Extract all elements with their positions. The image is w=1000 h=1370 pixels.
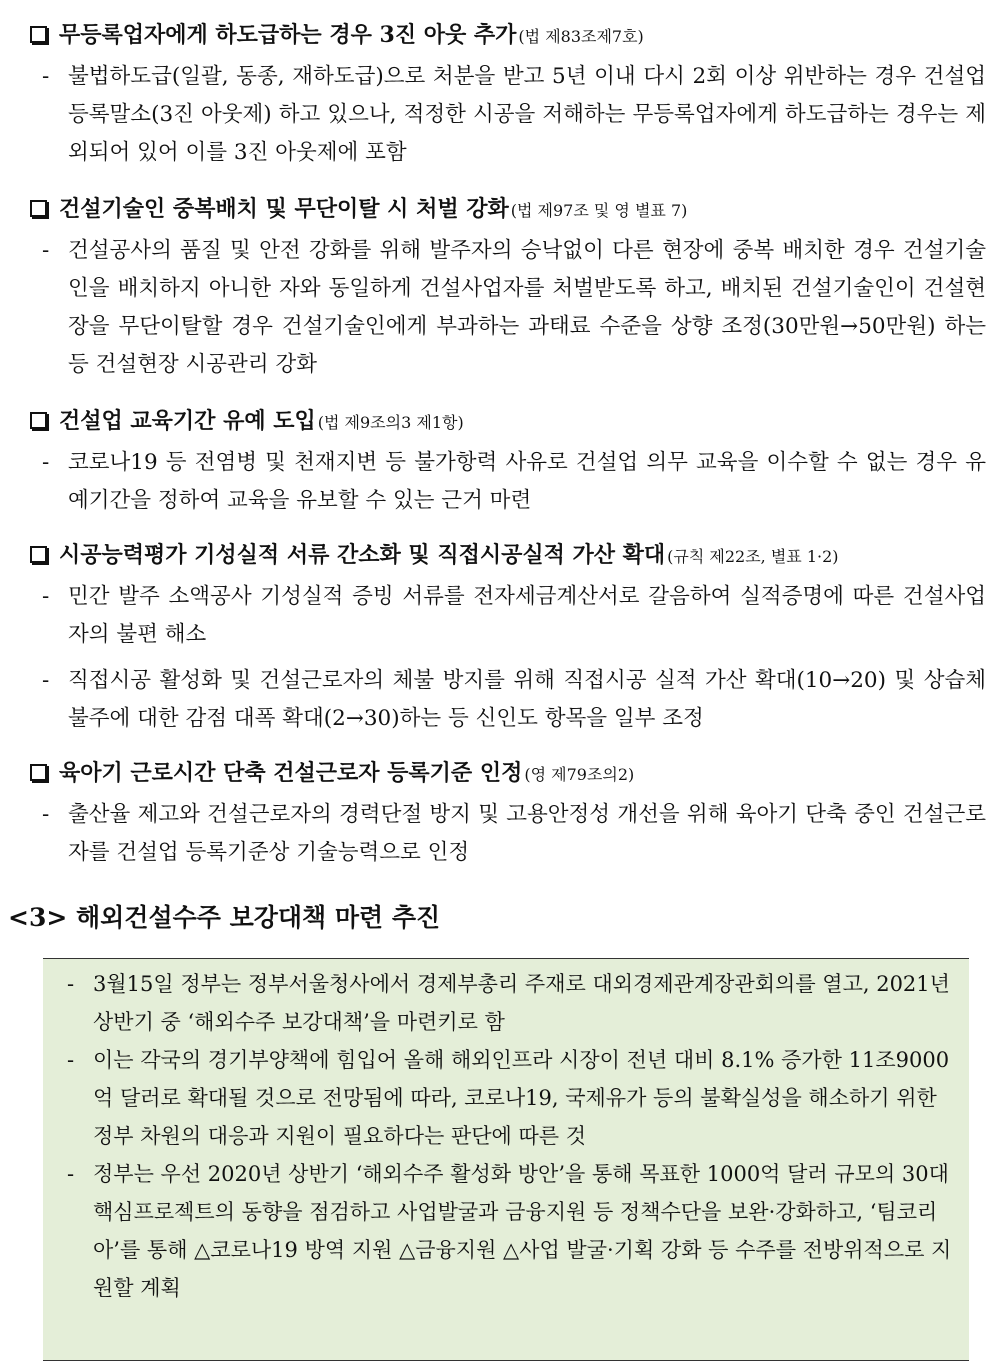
overseas-construction-box <box>43 958 969 1361</box>
bullet-text: 코로나19 등 전염병 및 천재지변 등 불가항력 사유로 건설업 의무 교육을 이수할 수 없는 경우 유예기간을 정하여 교육을 유보할 수 있는 근거 마련 <box>68 450 986 513</box>
square-bullet-icon <box>30 764 47 781</box>
bullet-text: 불법하도급(일괄, 동종, 재하도급)으로 처분을 받고 5년 이내 다시 2회 이상 위반하는 경우 건설업 등록말소(3진 아웃제) 하고 있으나, 적정한 시공을 저해하는 무등록업자에게 하도급하는 경우는 제외되어 있어 이를 3진 아웃제에 포함 <box>68 64 986 165</box>
bullet-item <box>63 1041 953 1155</box>
item-engineer-penalty <box>30 192 986 384</box>
bullet-item <box>30 662 986 738</box>
item-3-strike-out <box>30 18 986 172</box>
item-title: 건설기술인 중복배치 및 무단이탈 시 처벌 강화 <box>59 196 509 222</box>
item-capability-evaluation <box>30 538 986 738</box>
item-title: 건설업 교육기간 유예 도입 <box>59 408 316 434</box>
dash-marker: - <box>42 802 50 827</box>
dash-marker: - <box>67 972 75 996</box>
item-reference: (법 제97조 및 영 별표 7) <box>510 201 688 220</box>
item-title: 시공능력평가 기성실적 서류 간소화 및 직접시공실적 가산 확대 <box>59 542 666 568</box>
item-reference: (규칙 제22조, 별표 1·2) <box>667 547 839 566</box>
bullet-item <box>30 232 986 384</box>
dash-marker: - <box>42 238 50 263</box>
item-reference: (법 제83조제7호) <box>518 27 644 46</box>
square-bullet-icon <box>30 26 47 43</box>
bullet-text: 출산율 제고와 건설근로자의 경력단절 방지 및 고용안정성 개선을 위해 육아기 단축 중인 건설근로자를 건설업 등록기준상 기술능력으로 인정 <box>68 802 986 865</box>
item-heading <box>30 18 986 54</box>
square-bullet-icon <box>30 546 47 563</box>
section-3-title: <3> 해외건설수주 보강대책 마련 추진 <box>8 903 441 932</box>
item-education-deferral <box>30 404 986 520</box>
item-heading <box>30 756 986 792</box>
square-bullet-icon <box>30 200 47 217</box>
dash-marker: - <box>42 64 50 89</box>
bullet-item <box>30 578 986 654</box>
bullet-item <box>30 796 986 872</box>
item-heading <box>30 192 986 228</box>
square-bullet-icon <box>30 412 47 429</box>
dash-marker: - <box>42 584 50 609</box>
item-title: 육아기 근로시간 단축 건설근로자 등록기준 인정 <box>59 760 523 786</box>
bullet-text: 3월15일 정부는 정부서울청사에서 경제부총리 주재로 대외경제관계장관회의를 열고, 2021년 상반기 중 ‘해외수주 보강대책’을 마련키로 함 <box>93 972 950 1034</box>
bullet-text: 이는 각국의 경기부양책에 힘입어 올해 해외인프라 시장이 전년 대비 8.1% 증가한 11조9000억 달러로 확대될 것으로 전망됨에 따라, 코로나19, 국제유가 등의 불확실성을 해소하기 위한 정부 차원의 대응과 지원이 필요하다는 판단에 따른 것 <box>93 1048 950 1148</box>
dash-marker: - <box>42 668 50 693</box>
item-heading <box>30 538 986 574</box>
dash-marker: - <box>67 1048 75 1072</box>
dash-marker: - <box>67 1162 75 1186</box>
item-childcare-workers <box>30 756 986 872</box>
bullet-item <box>30 444 986 520</box>
bullet-text: 직접시공 활성화 및 건설근로자의 체불 방지를 위해 직접시공 실적 가산 확대(10→20) 및 상습체불주에 대한 감점 대폭 확대(2→30)하는 등 신인도 항목을 일부 조정 <box>68 668 986 731</box>
bullet-item <box>63 965 953 1041</box>
bullet-text: 민간 발주 소액공사 기성실적 증빙 서류를 전자세금계산서로 갈음하여 실적증명에 따른 건설사업자의 불편 해소 <box>68 584 986 647</box>
bullet-item <box>30 58 986 172</box>
item-reference: (영 제79조의2) <box>524 765 635 784</box>
bullet-text: 건설공사의 품질 및 안전 강화를 위해 발주자의 승낙없이 다른 현장에 중복 배치한 경우 건설기술인을 배치하지 아니한 자와 동일하게 건설사업자를 처벌받도록 하고, 배치된 건설기술인이 건설현장을 무단이탈할 경우 건설기술인에게 부과하는 과태료 수준을 상향 조정(30만원→50만원) 하는 등 건설현장 시공관리 강화 <box>68 238 986 377</box>
item-title: 무등록업자에게 하도급하는 경우 3진 아웃 추가 <box>59 22 517 48</box>
bullet-text: 정부는 우선 2020년 상반기 ‘해외수주 활성화 방안’을 통해 목표한 1000억 달러 규모의 30대 핵심프로젝트의 동향을 점검하고 사업발굴과 금융지원 등 정책수단을 보완·강화하고, ‘팀코리아’를 통해 △코로나19 방역 지원 △금융지원 △사업 발굴·기획 강화 등 수주를 전방위적으로 지원할 계획 <box>93 1162 952 1300</box>
dash-marker: - <box>42 450 50 475</box>
bullet-item <box>63 1155 953 1307</box>
item-heading <box>30 404 986 440</box>
item-reference: (법 제9조의3 제1항) <box>317 413 464 432</box>
